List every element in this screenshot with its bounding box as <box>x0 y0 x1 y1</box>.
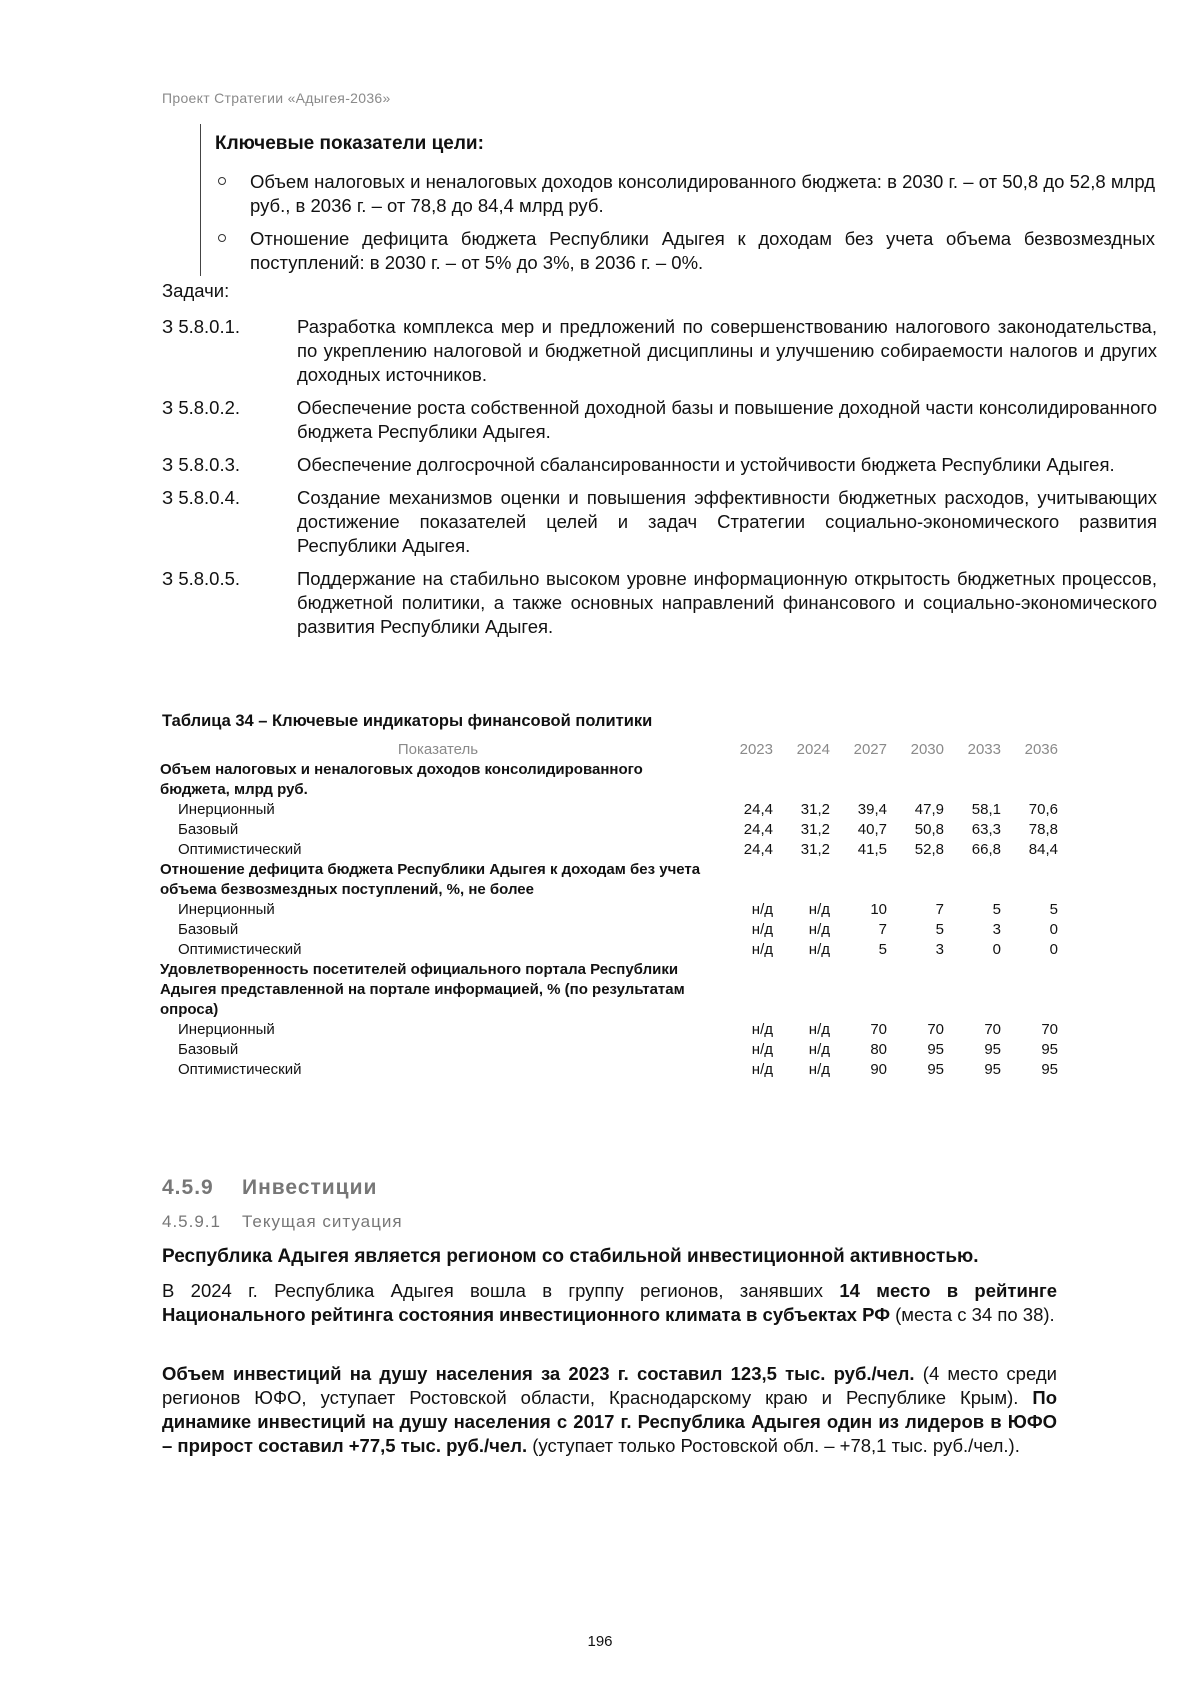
subsection-title: Текущая ситуация <box>242 1212 403 1231</box>
cell-value: 31,2 <box>800 821 830 838</box>
column-header: 2030 <box>910 741 944 758</box>
lead-paragraph: Республика Адыгея является регионом со стабильной инвестиционной активностью. <box>162 1246 979 1267</box>
cell-value: 95 <box>1041 1061 1058 1078</box>
cell-value: н/д <box>808 1061 830 1078</box>
cell-value: 95 <box>984 1061 1001 1078</box>
cell-value: 70 <box>927 1021 944 1038</box>
task-list <box>162 315 1157 648</box>
cell-value: 80 <box>870 1041 887 1058</box>
cell-value: 66,8 <box>971 841 1001 858</box>
cell-value: н/д <box>808 921 830 938</box>
task-item <box>162 486 1157 558</box>
goal-item-text: Отношение дефицита бюджета Республики Адыгея к доходам без учета объема безвозмездных поступлений: в 2030 г. – от 5% до 3%, в 2036 г. – 0%. <box>250 228 1155 273</box>
table-group-row <box>160 760 1058 800</box>
bullet-icon <box>218 177 226 185</box>
task-text: Разработка комплекса мер и предложений по совершенствованию налогового законодательства, по укреплению налоговой и бюджетной дисциплины и улучшению собираемости налогов и других доходных источников. <box>297 316 1157 385</box>
cell-value: н/д <box>751 921 773 938</box>
cell-value: 31,2 <box>800 841 830 858</box>
scenario-name: Базовый <box>178 921 239 938</box>
cell-value: 52,8 <box>914 841 944 858</box>
cell-value: 70 <box>984 1021 1001 1038</box>
cell-value: 24,4 <box>743 821 773 838</box>
cell-value: 47,9 <box>914 801 944 818</box>
paragraph-run: (места с 34 по 38). <box>890 1304 1055 1325</box>
column-header: 2033 <box>967 741 1001 758</box>
task-item <box>162 453 1157 477</box>
cell-value: 24,4 <box>743 801 773 818</box>
cell-value: 40,7 <box>857 821 887 838</box>
cell-value: 95 <box>984 1041 1001 1058</box>
cell-value: 10 <box>870 901 887 918</box>
cell-value: 50,8 <box>914 821 944 838</box>
table-row <box>160 840 1058 860</box>
scenario-name: Базовый <box>178 1041 239 1058</box>
column-header: 2036 <box>1024 741 1058 758</box>
group-title: Удовлетворенность посетителей официального портала Республики Адыгея представленной на портале информацией, % (по результатам опроса) <box>160 961 685 1018</box>
cell-value: н/д <box>751 1061 773 1078</box>
column-header: 2024 <box>796 741 830 758</box>
cell-value: 70,6 <box>1028 801 1058 818</box>
scenario-name: Инерционный <box>178 901 275 918</box>
cell-value: 0 <box>1049 921 1058 938</box>
subsection-heading <box>162 1212 403 1232</box>
cell-value: 3 <box>935 941 944 958</box>
task-code: З 5.8.0.3. <box>162 454 241 475</box>
page-number: 196 <box>587 1633 613 1650</box>
cell-value: 39,4 <box>857 801 887 818</box>
cell-value: н/д <box>808 901 830 918</box>
section-heading <box>162 1176 377 1200</box>
task-item <box>162 396 1157 444</box>
paragraph-investments <box>162 1362 1057 1458</box>
task-text: Поддержание на стабильно высоком уровне информационную открытость бюджетных процессов, бюджетной политики, а также основных направлений финансового и социально-экономического развития Республики Адыгея. <box>297 568 1157 637</box>
table-caption: Таблица 34 – Ключевые индикаторы финансовой политики <box>162 712 653 730</box>
table-row <box>160 1060 1058 1080</box>
task-text: Создание механизмов оценки и повышения эффективности бюджетных расходов, учитывающих достижение показателей целей и задач Стратегии социально-экономического развития Республики Адыгея. <box>297 487 1157 556</box>
column-header: 2023 <box>739 741 773 758</box>
task-code: З 5.8.0.4. <box>162 487 241 508</box>
task-code: З 5.8.0.2. <box>162 397 241 418</box>
task-text: Обеспечение роста собственной доходной базы и повышение доходной части консолидированного бюджета Республики Адыгея. <box>297 397 1157 442</box>
paragraph-run-bold: По динамике инвестиций на душу населения с 2017 г. Республика Адыгея один из лидеров в ЮФО – прирост составил +77,5 тыс. руб./чел. <box>162 1387 1057 1456</box>
subsection-number: 4.5.9.1 <box>162 1212 221 1231</box>
table-group-row <box>160 960 1058 1020</box>
section-number: 4.5.9 <box>162 1176 214 1199</box>
cell-value: 5 <box>1049 901 1058 918</box>
goal-item-text: Объем налоговых и неналоговых доходов консолидированного бюджета: в 2030 г. – от 50,8 до 52,8 млрд руб., в 2036 г. – от 78,8 до 84,4 млрд руб. <box>250 171 1155 216</box>
task-item <box>162 315 1157 387</box>
paragraph-rating <box>162 1279 1057 1327</box>
paragraph-run-bold: 14 место в рейтинге Национального рейтинга состояния инвестиционного климата в субъектах РФ <box>162 1280 1057 1325</box>
goal-divider <box>200 124 201 276</box>
cell-value: 7 <box>878 921 887 938</box>
cell-value: 0 <box>992 941 1001 958</box>
task-code: З 5.8.0.5. <box>162 568 241 589</box>
task-text: Обеспечение долгосрочной сбалансированности и устойчивости бюджета Республики Адыгея. <box>297 454 1115 475</box>
table-group-row <box>160 860 1058 900</box>
cell-value: 5 <box>878 941 887 958</box>
cell-value: 84,4 <box>1028 841 1058 858</box>
cell-value: 70 <box>1041 1021 1058 1038</box>
bullet-icon <box>218 234 226 242</box>
cell-value: 7 <box>935 901 944 918</box>
cell-value: 31,2 <box>800 801 830 818</box>
cell-value: 58,1 <box>971 801 1001 818</box>
group-title: Объем налоговых и неналоговых доходов консолидированного бюджета, млрд руб. <box>160 761 643 798</box>
cell-value: 78,8 <box>1028 821 1058 838</box>
paragraph-run-bold: Объем инвестиций на душу населения за 2023 г. составил 123,5 тыс. руб./чел. <box>162 1363 915 1384</box>
goal-item <box>218 227 1155 275</box>
scenario-name: Оптимистический <box>178 841 302 858</box>
cell-value: н/д <box>751 901 773 918</box>
cell-value: 95 <box>927 1041 944 1058</box>
cell-value: 3 <box>992 921 1001 938</box>
cell-value: 41,5 <box>857 841 887 858</box>
goal-list <box>218 170 1155 284</box>
paragraph-run: В 2024 г. Республика Адыгея вошла в группу регионов, занявших <box>162 1280 840 1301</box>
cell-value: н/д <box>751 1021 773 1038</box>
scenario-name: Оптимистический <box>178 941 302 958</box>
cell-value: 70 <box>870 1021 887 1038</box>
table-row <box>160 920 1058 940</box>
cell-value: н/д <box>808 1041 830 1058</box>
table-row <box>160 800 1058 820</box>
scenario-name: Инерционный <box>178 801 275 818</box>
section-title: Инвестиции <box>242 1176 378 1199</box>
table-row <box>160 820 1058 840</box>
cell-value: 95 <box>927 1061 944 1078</box>
group-title: Отношение дефицита бюджета Республики Адыгея к доходам без учета объема безвозмездных поступлений, %, не более <box>160 861 701 898</box>
scenario-name: Инерционный <box>178 1021 275 1038</box>
table-row <box>160 1020 1058 1040</box>
task-item <box>162 567 1157 639</box>
column-header: Показатель <box>397 741 479 758</box>
cell-value: н/д <box>751 1041 773 1058</box>
cell-value: 5 <box>935 921 944 938</box>
paragraph-run: (4 место среди регионов ЮФО, уступает Ростовской области, Краснодарскому краю и Республике Крым). <box>162 1363 1057 1408</box>
table-row <box>160 1040 1058 1060</box>
table-header-row <box>160 740 1058 760</box>
indicators-table <box>160 740 1058 1080</box>
task-code: З 5.8.0.1. <box>162 316 241 337</box>
cell-value: 63,3 <box>971 821 1001 838</box>
cell-value: 0 <box>1049 941 1058 958</box>
scenario-name: Оптимистический <box>178 1061 302 1078</box>
cell-value: н/д <box>808 1021 830 1038</box>
cell-value: 5 <box>992 901 1001 918</box>
table-row <box>160 940 1058 960</box>
cell-value: 24,4 <box>743 841 773 858</box>
cell-value: н/д <box>808 941 830 958</box>
cell-value: н/д <box>751 941 773 958</box>
table-row <box>160 900 1058 920</box>
page-header: Проект Стратегии «Адыгея-2036» <box>162 90 391 106</box>
tasks-label: Задачи: <box>162 280 230 301</box>
cell-value: 95 <box>1041 1041 1058 1058</box>
goal-item <box>218 170 1155 218</box>
cell-value: 90 <box>870 1061 887 1078</box>
scenario-name: Базовый <box>178 821 239 838</box>
column-header: 2027 <box>853 741 887 758</box>
goal-title: Ключевые показатели цели: <box>215 133 484 154</box>
paragraph-run: (уступает только Ростовской обл. – +78,1 тыс. руб./чел.). <box>527 1435 1020 1456</box>
